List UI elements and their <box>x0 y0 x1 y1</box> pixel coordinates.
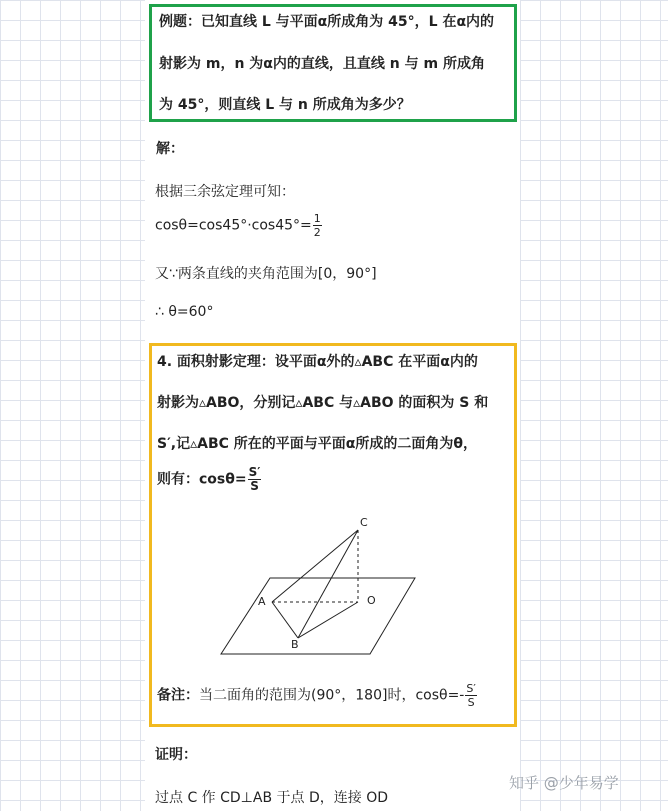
note-text: 当二面角的范围为(90°，180]时，cosθ=- <box>199 687 465 704</box>
solution-heading: 解： <box>156 141 184 157</box>
theorem-note <box>157 682 477 709</box>
point-c-label: C <box>360 516 368 529</box>
segment-ac <box>272 530 358 602</box>
segment-bo <box>298 602 358 638</box>
fraction-numerator: S′ <box>466 682 476 695</box>
point-b-label: B <box>291 638 299 651</box>
solution-formula <box>155 212 322 239</box>
solution-formula-text: cosθ=cos45°·cos45°= <box>155 217 312 234</box>
solution-result: ∴ θ=60° <box>155 304 214 320</box>
point-a-label: A <box>258 595 266 608</box>
example-line-1: 例题：已知直线 L 与平面α所成角为 45°，L 在α内的 <box>159 14 495 30</box>
proof-heading: 证明： <box>155 747 197 763</box>
plane-alpha <box>221 578 415 654</box>
segment-bc <box>298 530 358 638</box>
fraction-numerator: S′ <box>248 465 261 479</box>
note-fraction <box>465 682 476 709</box>
fraction-denominator: 2 <box>313 226 321 239</box>
fraction-denominator: S <box>250 479 259 493</box>
fraction-numerator: 1 <box>313 212 321 225</box>
watermark: 知乎 @少年易学 <box>509 774 619 792</box>
solution-intro: 根据三余弦定理可知： <box>155 184 295 200</box>
example-line-2: 射影为 m，n 为α内的直线，且直线 n 与 m 所成角 <box>159 56 485 72</box>
theorem-line-1: 4. 面积射影定理：设平面α外的▵ABC 在平面α内的 <box>157 354 478 370</box>
fraction-denominator: S <box>467 696 475 709</box>
segment-ab <box>272 602 298 638</box>
theorem-formula-text: 则有：cosθ= <box>157 471 247 488</box>
area-ratio-fraction <box>248 466 262 493</box>
solution-range: 又∵两条直线的夹角范围为[0，90°] <box>155 266 377 282</box>
theorem-formula <box>157 466 261 493</box>
note-label: 备注： <box>157 687 199 704</box>
point-o-label: O <box>367 594 376 607</box>
example-line-3: 为 45°，则直线 L 与 n 所成角为多少？ <box>159 97 411 113</box>
proof-line-1: 过点 C 作 CD⊥AB 于点 D，连接 OD <box>155 790 388 806</box>
projection-diagram <box>215 510 425 660</box>
half-fraction <box>313 212 322 239</box>
theorem-line-3: S′,记▵ABC 所在的平面与平面α所成的二面角为θ， <box>157 436 478 452</box>
theorem-line-2: 射影为▵ABO，分别记▵ABC 与▵ABO 的面积为 S 和 <box>157 395 489 411</box>
